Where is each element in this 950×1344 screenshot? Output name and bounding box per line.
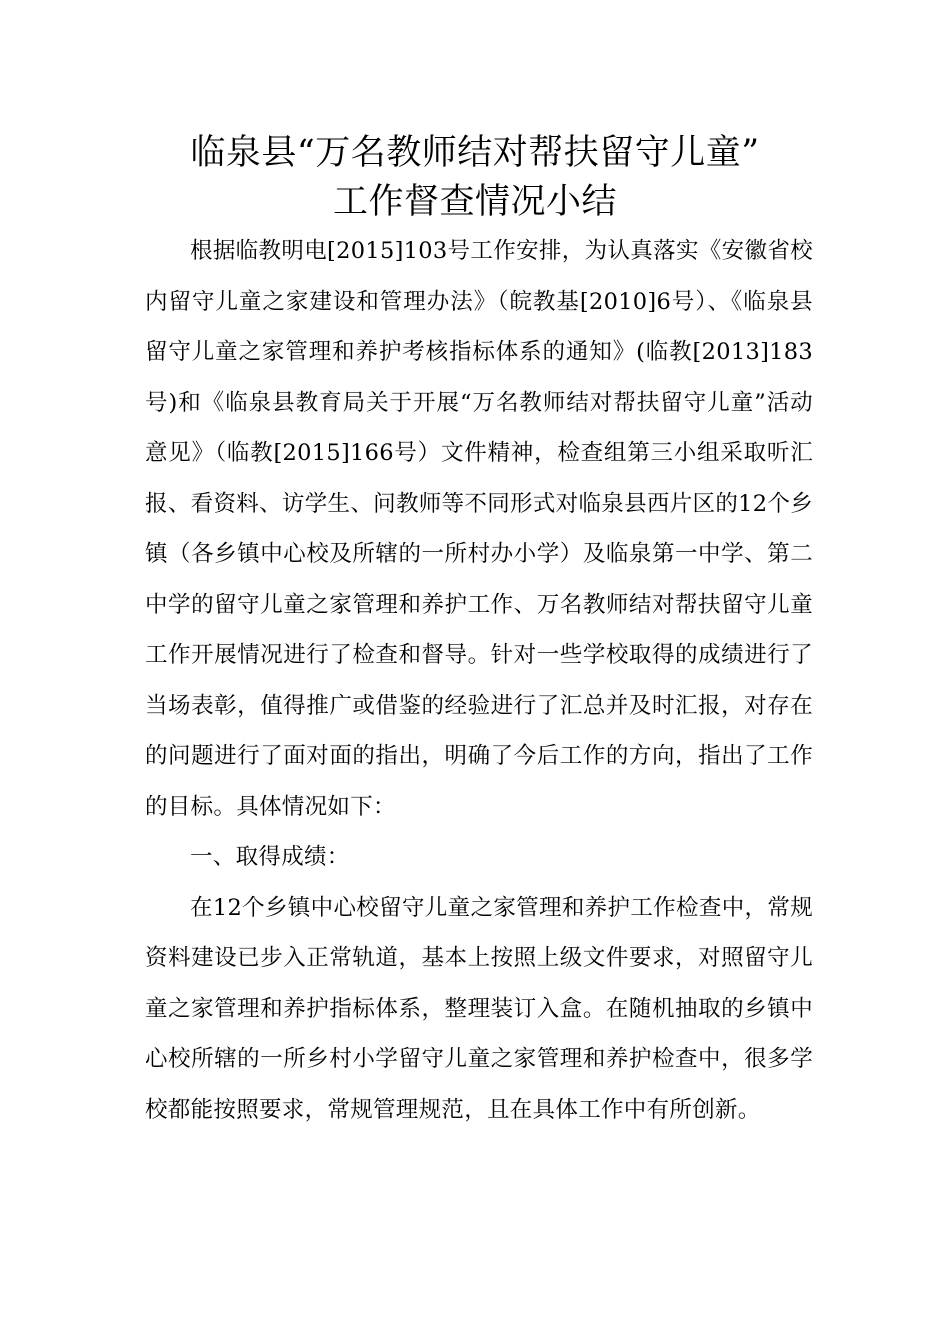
section-heading-achievements: 一、取得成绩： xyxy=(190,844,350,870)
intro-paragraph: 根据临教明电[2015]103号工作安排，为认真落实《安徽省校内留守儿童之家建设和管理办法》（皖教基[2010]6号）、《临泉县留守儿童之家管理和养护考核指标体系的通知》(临教[2013]183号)和《临泉县教育局关于开展“万名教师结对帮扶留守儿童”活动意见》（临教[2015]166号）文件精神，检查组第三小组采取听汇报、看资料、访学生、问教师等不同形式对临泉县西片区的12个乡镇（各乡镇中心校及所辖的一所村办小学）及临泉第一中学、第二中学的留守儿童之家管理和养护工作、万名教师结对帮扶留守儿童工作开展情况进行了检查和督导。针对一些学校取得的成绩进行了当场表彰，值得推广或借鉴的经验进行了汇总并及时汇报，对存在的问题进行了面对面的指出，明确了今后工作的方向，指出了工作的目标。具体情况如下： xyxy=(145,238,813,820)
achievements-paragraph: 在12个乡镇中心校留守儿童之家管理和养护工作检查中，常规资料建设已步入正常轨道，基本上按照上级文件要求，对照留守儿童之家管理和养护指标体系，整理装订入盒。在随机抽取的乡镇中心校所辖的一所乡村小学留守儿童之家管理和养护检查中，很多学校都能按照要求，常规管理规范，且在具体工作中有所创新。 xyxy=(145,894,813,1123)
document-title-line-2: 工作督查情况小结 xyxy=(332,182,617,222)
document-body xyxy=(145,226,813,1135)
document-title-line-1: 临泉县“万名教师结对帮扶留守儿童” xyxy=(190,133,760,173)
